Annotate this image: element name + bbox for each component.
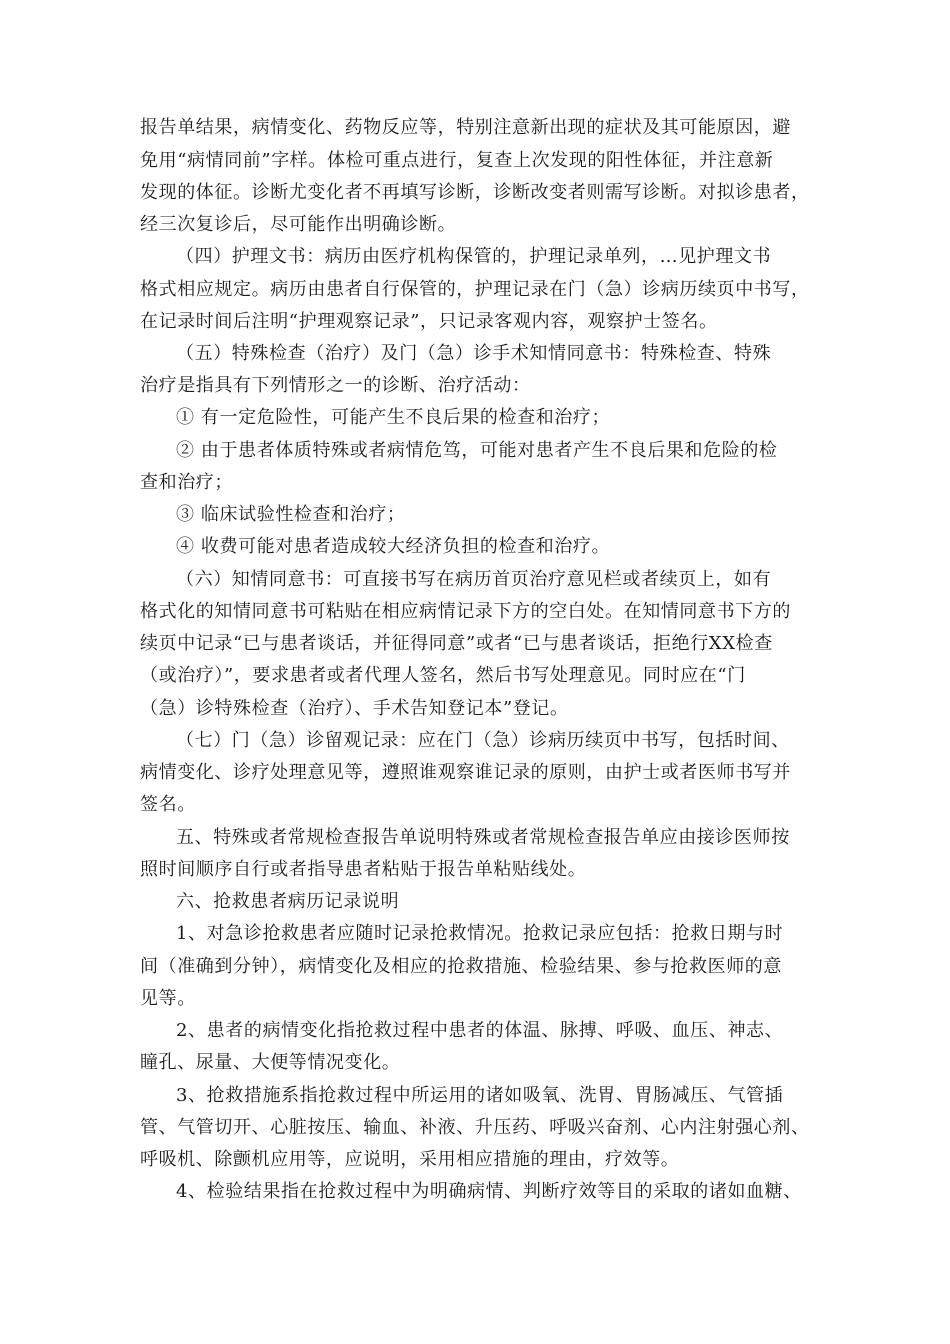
text-line: 格式化的知情同意书可粘贴在相应病情记录下方的空白处。在知情同意书下方的: [140, 601, 791, 622]
text-line: 2、患者的病情变化指抢救过程中患者的体温、脉搏、呼吸、血压、神志、: [176, 1020, 784, 1041]
text-line: 在记录时间后注明“护理观察记录”，只记录客观内容，观察护士签名。: [140, 311, 718, 332]
list-item: ③ 临床试验性检查和治疗；: [176, 504, 406, 525]
text-line: 3、抢救措施系指抢救过程中所运用的诸如吸氧、洗胃、胃肠减压、气管插: [176, 1085, 784, 1106]
text-line: 4、检验结果指在抢救过程中为明确病情、判断疗效等目的采取的诸如血糖、: [176, 1181, 802, 1202]
section-heading: 六、抢救患者病历记录说明: [176, 891, 400, 912]
text-line: 免用“病情同前”字样。体检可重点进行，复查上次发现的阳性体征，并注意新: [140, 150, 774, 171]
text-line: （七）门（急）诊留观记录：应在门（急）诊病历续页中书写，包括时间、: [176, 730, 790, 751]
text-line: （四）护理文书：病历由医疗机构保管的，护理记录单列，…见护理文书: [176, 246, 772, 267]
text-line: 查和治疗；: [140, 472, 233, 493]
text-line: （急）诊特殊检查（治疗）、手术告知登记本”登记。: [140, 698, 569, 719]
text-line: 照时间顺序自行或者指导患者粘贴于报告单粘贴线处。: [140, 859, 587, 880]
text-line: 呼吸机、除颤机应用等，应说明，采用相应措施的理由，疗效等。: [140, 1149, 680, 1170]
text-line: 续页中记录“已与患者谈话，并征得同意”或者“已与患者谈话，拒绝行XX检查: [140, 633, 773, 654]
text-line: 1、对急诊抢救患者应随时记录抢救情况。抢救记录应包括：抢救日期与时: [176, 923, 784, 944]
text-line: 病情变化、诊疗处理意见等，遵照谁观察谁记录的原则，由护士或者医师书写并: [140, 762, 791, 783]
section-heading: 五、特殊或者常规检查报告单说明特殊或者常规检查报告单应由接诊医师按: [176, 827, 790, 848]
text-line: 管、气管切开、心脏按压、输血、补液、升压药、呼吸兴奋剂、心内注射强心剂、: [140, 1117, 810, 1138]
text-line: 见等。: [140, 988, 196, 1009]
text-line: 格式相应规定。病历由患者自行保管的，护理记录在门（急）诊病历续页中书写，: [140, 279, 810, 300]
text-line: 瞳孔、尿量、大便等情况变化。: [140, 1052, 401, 1073]
text-line: 间（准确到分钟），病情变化及相应的抢救措施、检验结果、参与抢救医师的意: [140, 956, 782, 977]
text-line: 报告单结果，病情变化、药物反应等，特别注意新出现的症状及其可能原因，避: [140, 117, 791, 138]
list-item: ④ 收费可能对患者造成较大经济负担的检查和治疗。: [176, 536, 611, 557]
list-item: ① 有一定危险性，可能产生不良后果的检查和治疗；: [176, 407, 611, 428]
text-line: 治疗是指具有下列情形之一的诊断、治疗活动：: [140, 375, 531, 396]
text-line: （或治疗）”，要求患者或者代理人签名，然后书写处理意见。同时应在“门: [140, 665, 746, 686]
text-line: 签名。: [140, 794, 196, 815]
text-line: （五）特殊检查（治疗）及门（急）诊手术知情同意书：特殊检查、特殊: [176, 343, 772, 364]
list-item: ② 由于患者体质特殊或者病情危笃，可能对患者产生不良后果和危险的检: [176, 440, 778, 461]
text-line: 发现的体征。诊断尤变化者不再填写诊断，诊断改变者则需写诊断。对拟诊患者，: [140, 182, 810, 203]
text-line: （六）知情同意书：可直接书写在病历首页治疗意见栏或者续页上，如有: [176, 569, 772, 590]
text-line: 经三次复诊后，尽可能作出明确诊断。: [140, 214, 457, 235]
